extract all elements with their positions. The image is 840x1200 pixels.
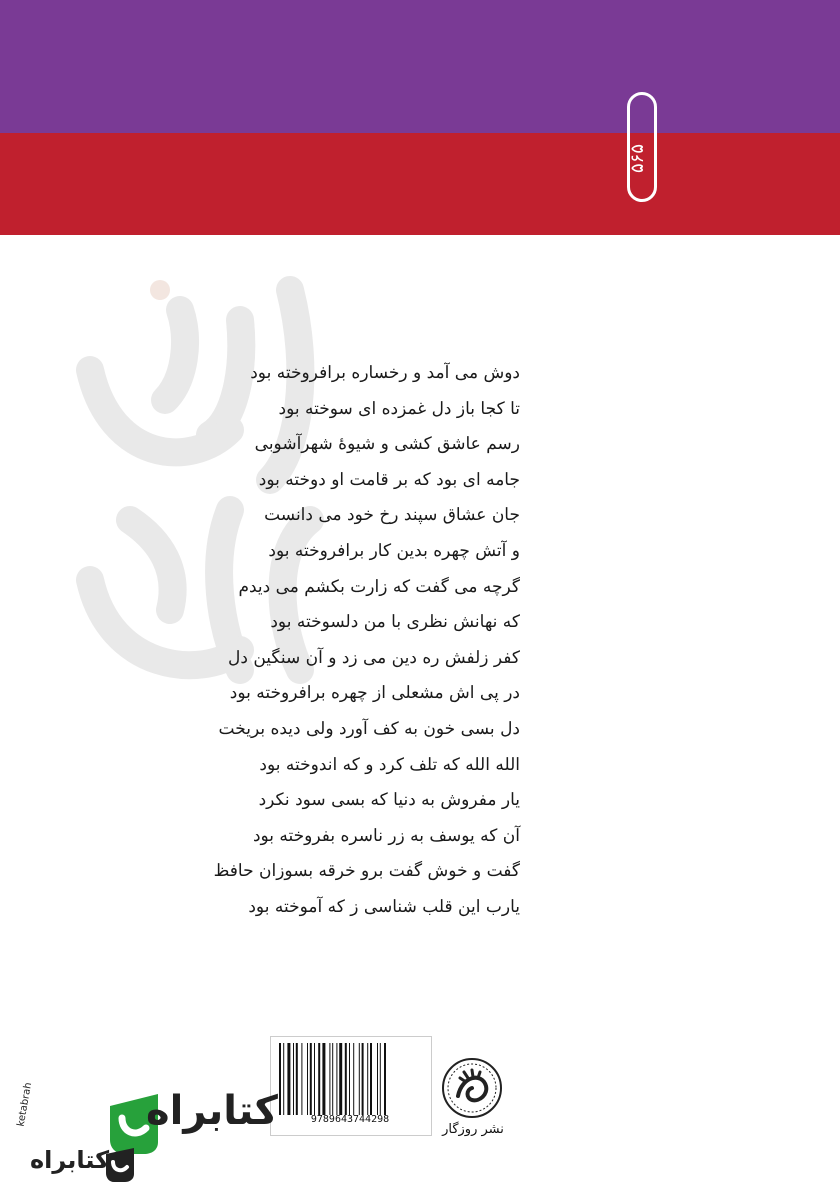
barcode-bar bbox=[307, 1043, 308, 1115]
barcode-bar bbox=[353, 1043, 354, 1115]
barcode-bar bbox=[310, 1043, 312, 1115]
ketabrah-name: کتابراه bbox=[146, 1088, 278, 1134]
poem-line: دل بسی خون به کف آورد ولی دیده بریخت bbox=[218, 718, 520, 739]
barcode-bar bbox=[370, 1043, 372, 1115]
barcode-bar bbox=[318, 1043, 320, 1115]
isbn-number: 9789643744298 bbox=[310, 1114, 390, 1125]
barcode-bar bbox=[329, 1043, 330, 1115]
barcode-bar bbox=[359, 1043, 360, 1115]
barcode-bar bbox=[377, 1043, 378, 1115]
barcode-bar bbox=[380, 1043, 381, 1115]
poem-line: دوش می آمد و رخساره برافروخته بود bbox=[250, 363, 520, 383]
ketabrah-small-name: کتابراه bbox=[30, 1146, 110, 1174]
barcode-bar bbox=[339, 1043, 342, 1115]
publisher-emblem-icon bbox=[440, 1056, 504, 1120]
poem-line: و آتش چهره بدین کار برافروخته بود bbox=[268, 540, 520, 561]
barcode-bars bbox=[279, 1043, 423, 1115]
barcode-bar bbox=[287, 1043, 290, 1115]
barcode-bar bbox=[283, 1043, 284, 1115]
barcode-bar bbox=[336, 1043, 337, 1115]
barcode-bar bbox=[279, 1043, 281, 1115]
barcode-bar bbox=[345, 1043, 347, 1115]
poem-line: که نهانش نظری با من دلسوخته بود bbox=[270, 612, 520, 633]
barcode-bar bbox=[367, 1043, 368, 1115]
spine-tab-number: ۵۶۵ bbox=[627, 143, 648, 173]
barcode-bar bbox=[332, 1043, 333, 1115]
poem-line: کفر زلفش ره دین می زد و آن سنگین دل bbox=[228, 647, 520, 668]
barcode-bar bbox=[322, 1043, 325, 1115]
poem-line: جان عشاق سپند رخ خود می دانست bbox=[264, 505, 520, 526]
ketabrah-watermark bbox=[12, 1081, 278, 1188]
poem-line: در پی اش مشعلی از چهره برافروخته بود bbox=[229, 683, 520, 704]
barcode-bar bbox=[349, 1043, 350, 1115]
poem-line: یار مفروش به دنیا که بسی سود نکرد bbox=[258, 790, 520, 811]
poem-line: الله الله که تلف کرد و که اندوخته بود bbox=[259, 754, 520, 775]
poem-line: آن که یوسف به زر ناسره بفروخته بود bbox=[252, 825, 520, 846]
barcode-bar bbox=[384, 1043, 386, 1115]
poem-line: گفت و خوش گفت برو خرقه بسوزان حافظ bbox=[213, 861, 520, 882]
barcode-bar bbox=[293, 1043, 294, 1115]
barcode-bar bbox=[362, 1043, 364, 1115]
middle-color-band bbox=[0, 133, 840, 235]
publisher-name: نشر روزگار bbox=[442, 1122, 504, 1137]
publisher-logo bbox=[440, 1056, 504, 1120]
poem-line: یارب این قلب شناسی ز که آموخته بود bbox=[248, 896, 520, 917]
poem-line: تا کجا باز دل غمزده ای سوخته بود bbox=[278, 398, 520, 419]
poem-line: جامه ای بود که بر قامت او دوخته بود bbox=[258, 469, 520, 490]
poem-line: رسم عاشق کشی و شیوهٔ شهرآشوبی bbox=[254, 434, 520, 455]
poem-line: گرچه می گفت که زارت بکشم می دیدم bbox=[238, 576, 520, 597]
barcode-bar bbox=[296, 1043, 298, 1115]
barcode-bar bbox=[301, 1043, 302, 1115]
ketabrah-tag: ketabrah bbox=[15, 1081, 35, 1128]
poem bbox=[213, 356, 520, 926]
barcode-bar bbox=[314, 1043, 315, 1115]
top-color-band bbox=[0, 0, 840, 133]
